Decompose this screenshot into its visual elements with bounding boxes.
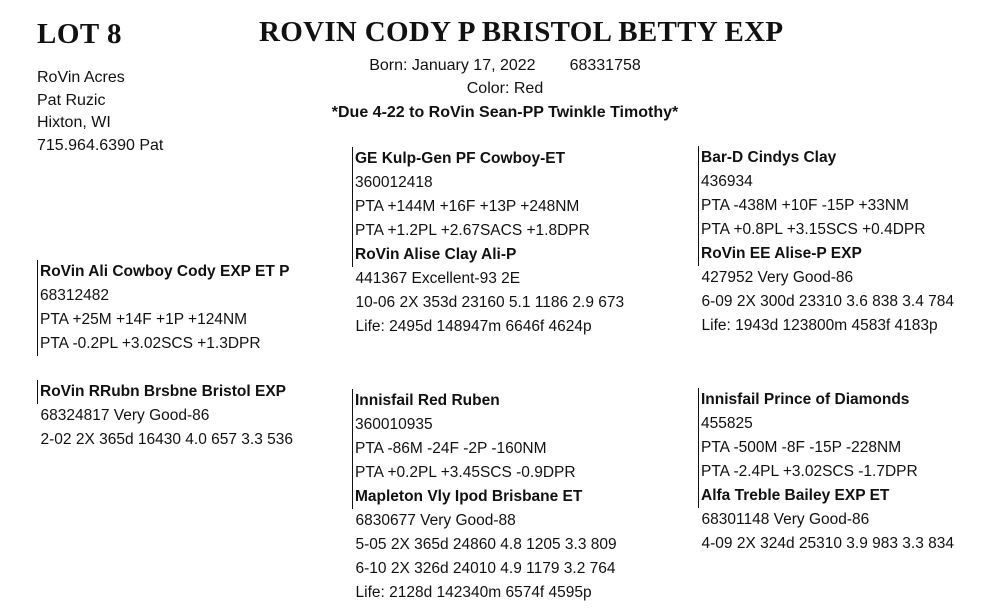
ss-dam-line: 6-09 2X 300d 23310 3.6 838 3.4 784 <box>701 293 955 310</box>
sire-sire-line: 360012418 <box>355 174 433 191</box>
ds-sire-line: PTA -2.4PL +3.02SCS -1.7DPR <box>701 463 918 480</box>
ss-dam-line: Life: 1943d 123800m 4583f 4183p <box>701 317 938 334</box>
sire-line: PTA -0.2PL +3.02SCS +1.3DPR <box>40 335 261 352</box>
dam-dam-line: 6-10 2X 326d 24010 4.9 1179 3.2 764 <box>355 560 616 577</box>
ds-sire-bracket <box>698 388 954 508</box>
consignor-info <box>37 67 163 157</box>
sire-dam-line: 10-06 2X 353d 23160 5.1 1186 2.9 673 <box>355 294 625 311</box>
ds-sire-line: PTA -500M -8F -15P -228NM <box>701 439 902 456</box>
dam-block <box>37 380 293 452</box>
dam-name: RoVin RRubn Brsbne Bristol EXP <box>40 383 287 400</box>
sire-sire-block <box>352 147 624 339</box>
consignor-location: Hixton, WI <box>37 114 111 131</box>
ds-sire-name: Innisfail Prince of Diamonds <box>701 391 910 408</box>
dam-dam-line: Life: 2128d 142340m 6574f 4595p <box>355 584 592 601</box>
sire-dam-name: RoVin Alise Clay Ali-P <box>355 246 517 263</box>
dam-line: 68324817 Very Good-86 <box>40 407 210 424</box>
sire-dam-line: 441367 Excellent-93 2E <box>355 270 521 287</box>
sire-bracket <box>37 260 289 356</box>
dam-sire-name: Innisfail Red Ruben <box>355 392 500 409</box>
dam-sire-line: PTA -86M -24F -2P -160NM <box>355 440 547 457</box>
due-date-note: *Due 4-22 to RoVin Sean-PP Twinkle Timothy* <box>331 104 679 121</box>
sire-sire-bracket <box>352 147 624 267</box>
consignor-contact: Pat Ruzic <box>37 91 106 109</box>
sire-name: RoVin Ali Cowboy Cody EXP ET P <box>40 263 290 280</box>
animal-color: Color: Red <box>466 80 544 97</box>
dam-line: 2-02 2X 365d 16430 4.0 657 3.3 536 <box>40 431 294 448</box>
ss-dam-name: RoVin EE Alise-P EXP <box>701 245 862 262</box>
ds-dam-name: Alfa Treble Bailey EXP ET <box>701 487 890 504</box>
ss-sire-block <box>698 146 954 338</box>
ss-sire-line: PTA +0.8PL +3.15SCS +0.4DPR <box>701 221 926 238</box>
dam-dam-line: 5-05 2X 365d 24860 4.8 1205 3.3 809 <box>355 536 617 553</box>
dam-sire-bracket <box>352 389 617 509</box>
sire-sire-line: PTA +1.2PL +2.67SACS +1.8DPR <box>355 222 590 239</box>
ss-sire-name: Bar-D Cindys Clay <box>701 149 837 166</box>
dam-sire-line: 360010935 <box>355 416 433 433</box>
registration-number: 68331758 <box>569 57 641 74</box>
sire-dam-line: Life: 2495d 148947m 6646f 4624p <box>355 318 592 335</box>
ss-sire-bracket <box>698 146 954 266</box>
birth-info <box>300 57 710 75</box>
ds-dam-line: 4-09 2X 324d 25310 3.9 983 3.3 834 <box>701 535 955 552</box>
ss-sire-line: 436934 <box>701 173 753 190</box>
ds-dam-line: 68301148 Very Good-86 <box>701 511 870 528</box>
sire-sire-line: PTA +144M +16F +13P +248NM <box>355 198 580 215</box>
dam-dam-line: 6830677 Very Good-88 <box>355 512 516 529</box>
birth-date: Born: January 17, 2022 <box>369 57 536 74</box>
sire-block <box>37 260 289 356</box>
ss-sire-line: PTA -438M +10F -15P +33NM <box>701 197 909 214</box>
dam-bracket <box>37 380 293 404</box>
consignor-phone: 715.964.6390 Pat <box>37 136 164 154</box>
sire-line: 68312482 <box>40 287 109 304</box>
ss-dam-line: 427952 Very Good-86 <box>701 269 854 286</box>
ds-sire-line: 455825 <box>701 415 753 432</box>
sire-sire-name: GE Kulp-Gen PF Cowboy-ET <box>355 150 566 167</box>
consignor-farm: RoVin Acres <box>37 69 125 86</box>
ds-sire-block <box>698 388 954 556</box>
lot-number: LOT 8 <box>37 18 122 50</box>
sire-line: PTA +25M +14F +1P +124NM <box>40 311 248 328</box>
dam-sire-line: PTA +0.2PL +3.45SCS -0.9DPR <box>355 464 576 481</box>
dam-dam-name: Mapleton Vly Ipod Brisbane ET <box>355 488 583 505</box>
dam-sire-block <box>352 389 617 605</box>
animal-name: ROVIN CODY P BRISTOL BETTY EXP <box>259 16 784 48</box>
